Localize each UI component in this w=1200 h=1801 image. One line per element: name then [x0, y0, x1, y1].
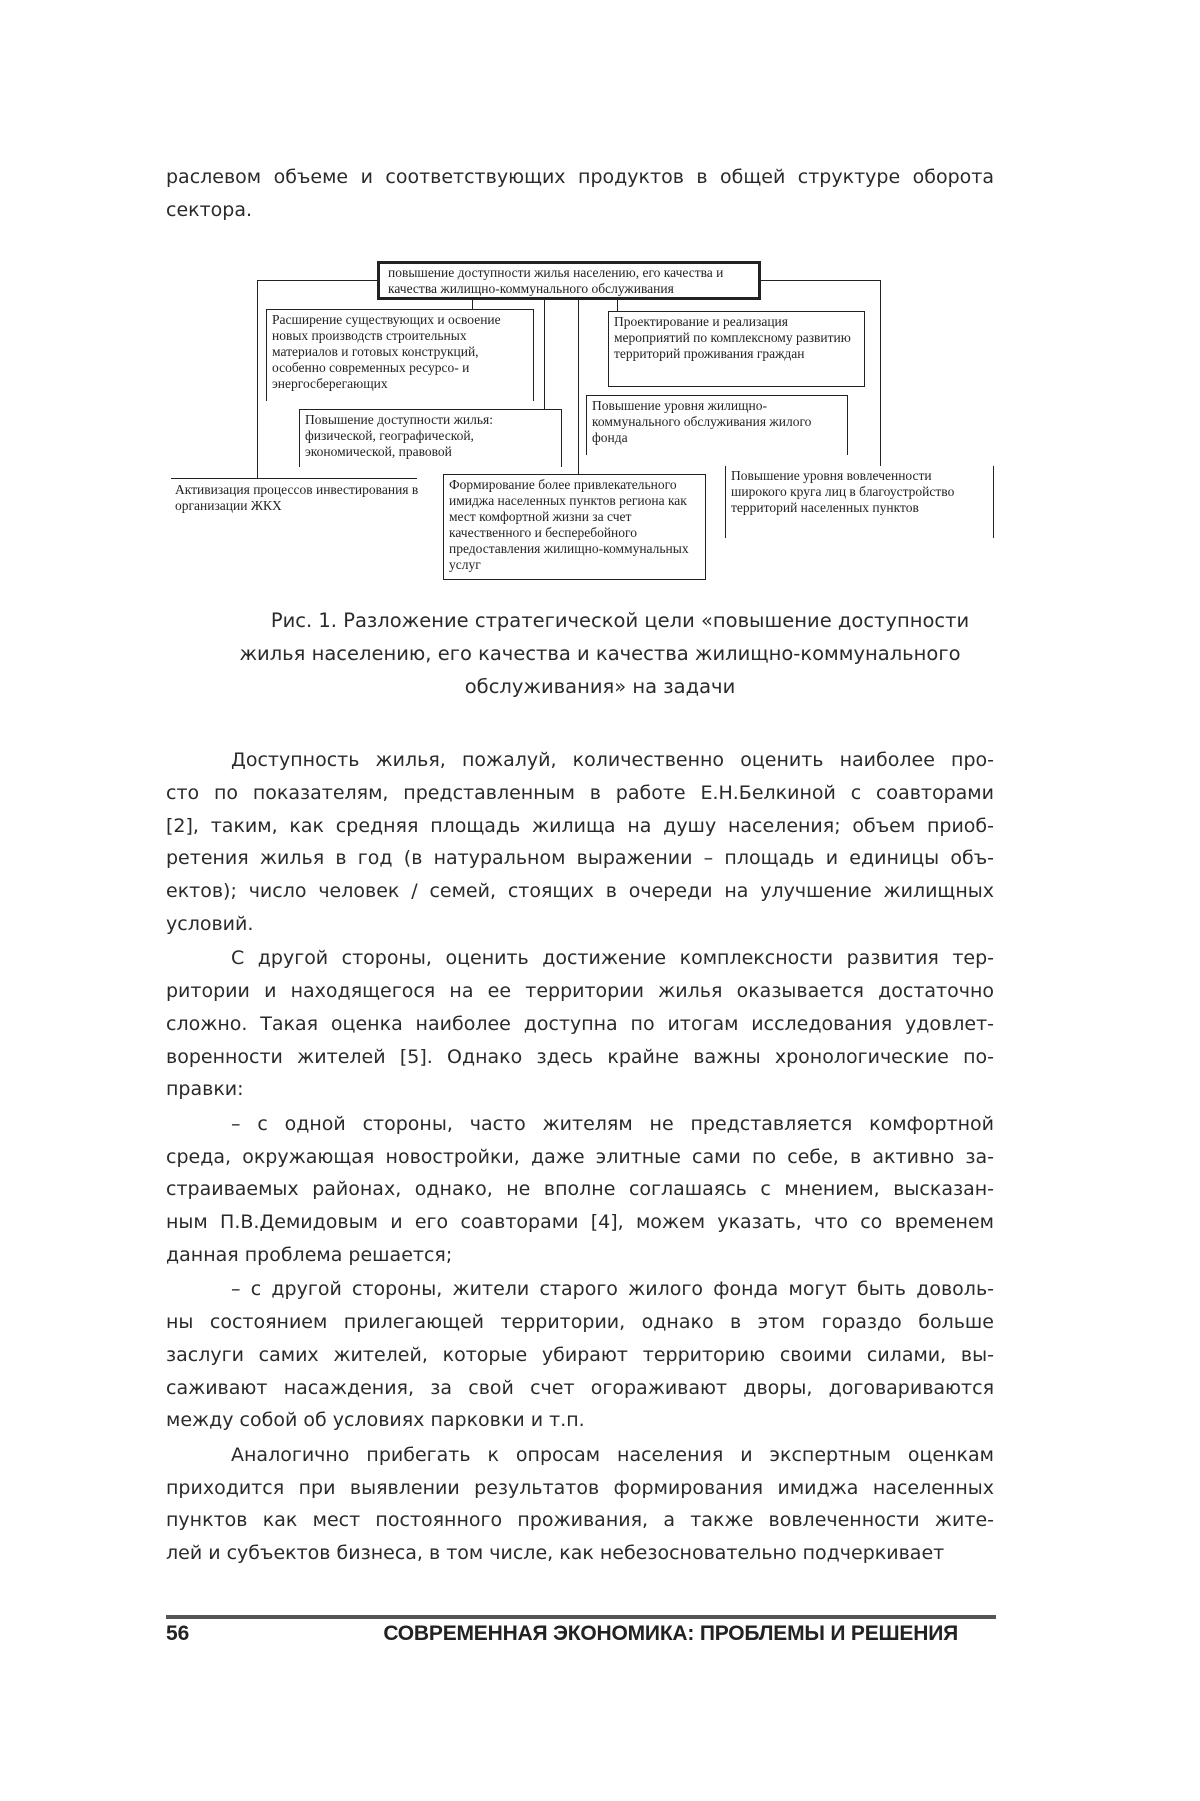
text-line: сложно. Такая оценка наиболее доступна по итогам исследования удовлет-	[166, 1008, 994, 1041]
task-box-design: Проектирование и реализация мероприятий по комплексному развитию территорий проживания граждан	[608, 311, 865, 387]
text-line: правки:	[166, 1073, 994, 1106]
task-box-image: Формирование более привлекательного имиджа населенных пунктов региона как мест комфортной жизни за счет качественного и бесперебойного предоставления жилищно-коммунальных услуг	[443, 474, 706, 580]
text-line: Аналогично прибегать к опросам населения и экспертным оценкам	[166, 1439, 994, 1472]
task-box-expansion: Расширение существующих и освоение новых производств строительных материалов и готовых конструкций, особенно современных ресурсо- и энергосберегающих	[266, 309, 534, 401]
text-line: саживают насаждения, за свой счет огораживают дворы, договариваются	[166, 1372, 994, 1405]
caption-line: жилья населению, его качества и качества жилищно-коммунального	[190, 637, 1010, 670]
text-line: – с другой стороны, жители старого жилого фонда могут быть доволь-	[166, 1273, 994, 1306]
connector	[578, 299, 579, 475]
paragraph	[166, 1108, 994, 1272]
connector	[544, 299, 545, 411]
text-line: данная проблема решается;	[166, 1239, 994, 1272]
connector	[257, 280, 379, 281]
text-line: страиваемых районах, однако, не вполне соглашаясь с мнением, высказан-	[166, 1173, 994, 1206]
paragraph	[166, 1273, 994, 1437]
journal-title: СОВРЕМЕННАЯ ЭКОНОМИКА: ПРОБЛЕМЫ И РЕШЕНИЯ	[366, 1622, 958, 1646]
text-line: раслевом объеме и соответствующих продуктов в общей структуре оборота	[166, 161, 994, 194]
goal-box: повышение доступности жилья населению, его качества и качества жилищно-коммунального обслуживания	[377, 261, 761, 300]
text-line: сектора.	[166, 194, 994, 227]
text-line: условий.	[166, 908, 994, 941]
connector	[760, 280, 880, 281]
connector	[617, 299, 618, 311]
top-text	[166, 161, 994, 227]
text-line: ритории и находящегося на ее территории жилья оказывается достаточно	[166, 975, 994, 1008]
caption-line: обслуживания» на задачи	[190, 670, 1010, 703]
task-box-service-level: Повышение уровня жилищно-коммунального обслуживания жилого фонда	[586, 395, 848, 455]
text-line: лей и субъектов бизнеса, в том числе, как небезосновательно подчеркивает	[166, 1537, 994, 1570]
text-line: воренности жителей [5]. Однако здесь крайне важны хронологические по-	[166, 1041, 994, 1074]
caption-line: Рис. 1. Разложение стратегической цели «повышение доступности	[190, 604, 1010, 637]
text-line: Доступность жилья, пожалуй, количественно оценить наиболее про-	[166, 744, 994, 777]
task-investment: Активизация процессов инвестирования в организации ЖКХ	[175, 482, 425, 514]
text-line: между собой об условиях парковки и т.п.	[166, 1404, 994, 1437]
paragraph	[166, 1439, 994, 1570]
task-box-accessibility: Повышение доступности жилья: физической, географической, экономической, правовой	[299, 409, 562, 467]
text-line: пунктов как мест постоянного проживания, а также вовлеченности жите-	[166, 1504, 994, 1537]
figure-caption	[190, 604, 1010, 703]
footer-rule	[166, 1615, 996, 1619]
connector	[257, 280, 258, 478]
text-line: ретения жилья в год (в натуральном выражении – площадь и единицы объ-	[166, 842, 994, 875]
text-line: ны состоянием прилегающей территории, однако в этом гораздо больше	[166, 1306, 994, 1339]
text-line: ектов); число человек / семей, стоящих в очереди на улучшение жилищных	[166, 875, 994, 908]
text-line: С другой стороны, оценить достижение комплексности развития тер-	[166, 942, 994, 975]
text-line: среда, окружающая новостройки, даже элитные сами по себе, в активно за-	[166, 1141, 994, 1174]
text-line: ным П.В.Демидовым и его соавторами [4], можем указать, что со временем	[166, 1206, 994, 1239]
page-number: 56	[166, 1622, 189, 1646]
text-line: сто по показателям, представленным в работе Е.Н.Белкиной с соавторами	[166, 777, 994, 810]
paragraph	[166, 744, 994, 941]
text-line: заслуги самих жителей, которые убирают территорию своими силами, вы-	[166, 1339, 994, 1372]
text-line: приходится при выявлении результатов формирования имиджа населенных	[166, 1472, 994, 1505]
body-text	[166, 744, 994, 1571]
text-line: [2], таким, как средняя площадь жилища на душу населения; объем приоб-	[166, 810, 994, 843]
text-line: – с одной стороны, часто жителям не представляется комфортной	[166, 1108, 994, 1141]
paragraph	[166, 942, 994, 1106]
task-box-involvement: Повышение уровня вовлеченности широкого круга лиц в благоустройство территорий населенных пунктов	[725, 466, 994, 538]
connector	[880, 280, 881, 467]
connector	[171, 478, 417, 479]
